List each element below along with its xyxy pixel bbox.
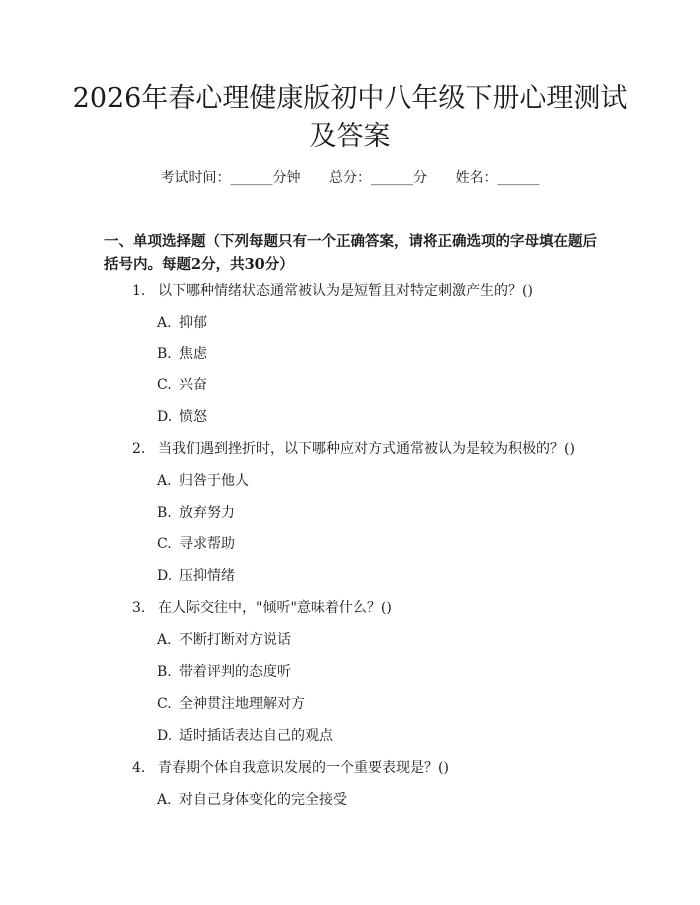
option-text: 焦虑 — [179, 346, 207, 362]
exam-time-field: 考试时间：______分钟 — [160, 170, 301, 186]
option-letter: A. — [157, 792, 172, 808]
option-letter: D. — [157, 568, 173, 584]
option-letter: D. — [157, 409, 173, 425]
question-number: 3. — [132, 600, 146, 616]
question-number: 1. — [132, 283, 146, 299]
option-letter: C. — [157, 536, 172, 552]
option-text: 兴奋 — [179, 377, 207, 393]
question-4-option-a — [157, 790, 597, 810]
question-3-option-d — [157, 726, 597, 746]
option-text: 全神贯注地理解对方 — [179, 696, 305, 712]
question-3-option-a — [157, 630, 597, 650]
question-text: 以下哪种情绪状态通常被认为是短暂且对特定刺激产生的？() — [158, 283, 533, 299]
option-letter: D. — [157, 728, 173, 744]
question-2-option-b — [157, 503, 597, 523]
question-1-option-d — [157, 407, 597, 427]
question-3-option-c — [157, 694, 597, 714]
option-letter: A. — [157, 473, 172, 489]
option-letter: A. — [157, 632, 172, 648]
option-text: 寻求帮助 — [179, 536, 235, 552]
question-2-option-a — [157, 471, 597, 491]
option-letter: C. — [157, 696, 172, 712]
option-text: 适时插话表达自己的观点 — [179, 728, 333, 744]
option-text: 压抑情绪 — [179, 568, 235, 584]
question-1-option-b — [157, 344, 597, 364]
document-title: 2026年春心理健康版初中八年级下册心理测试及答案 — [72, 83, 628, 152]
option-text: 愤怒 — [179, 409, 207, 425]
question-number: 4. — [132, 760, 146, 776]
question-3-option-b — [157, 662, 597, 682]
option-text: 不断打断对方说话 — [179, 632, 291, 648]
question-text: 在人际交往中，"倾听"意味着什么？() — [158, 600, 392, 616]
question-4 — [132, 758, 612, 778]
question-1-option-c — [157, 375, 597, 395]
option-text: 归咎于他人 — [179, 473, 249, 489]
name-field: 姓名：______ — [455, 170, 540, 186]
question-2-option-d — [157, 566, 597, 586]
option-text: 抑郁 — [179, 315, 207, 331]
question-1-option-a — [157, 313, 597, 333]
option-letter: B. — [157, 505, 172, 521]
total-score-field: 总分：______分 — [329, 170, 427, 186]
option-letter: B. — [157, 346, 172, 362]
question-2-option-c — [157, 534, 597, 554]
question-text: 青春期个体自我意识发展的一个重要表现是？() — [158, 760, 449, 776]
exam-info-line — [60, 168, 640, 188]
option-text: 对自己身体变化的完全接受 — [179, 792, 347, 808]
section-heading-single-choice: 一、单项选择题（下列每题只有一个正确答案，请将正确选项的字母填在题后括号内。每题2分，共30分） — [104, 233, 597, 273]
question-2 — [132, 439, 612, 459]
option-letter: C. — [157, 377, 172, 393]
question-3 — [132, 598, 612, 618]
option-text: 放弃努力 — [179, 505, 235, 521]
option-letter: B. — [157, 664, 172, 680]
question-text: 当我们遇到挫折时，以下哪种应对方式通常被认为是较为积极的？() — [158, 441, 575, 457]
question-number: 2. — [132, 441, 146, 457]
question-1 — [132, 281, 612, 301]
option-text: 带着评判的态度听 — [179, 664, 291, 680]
option-letter: A. — [157, 315, 172, 331]
